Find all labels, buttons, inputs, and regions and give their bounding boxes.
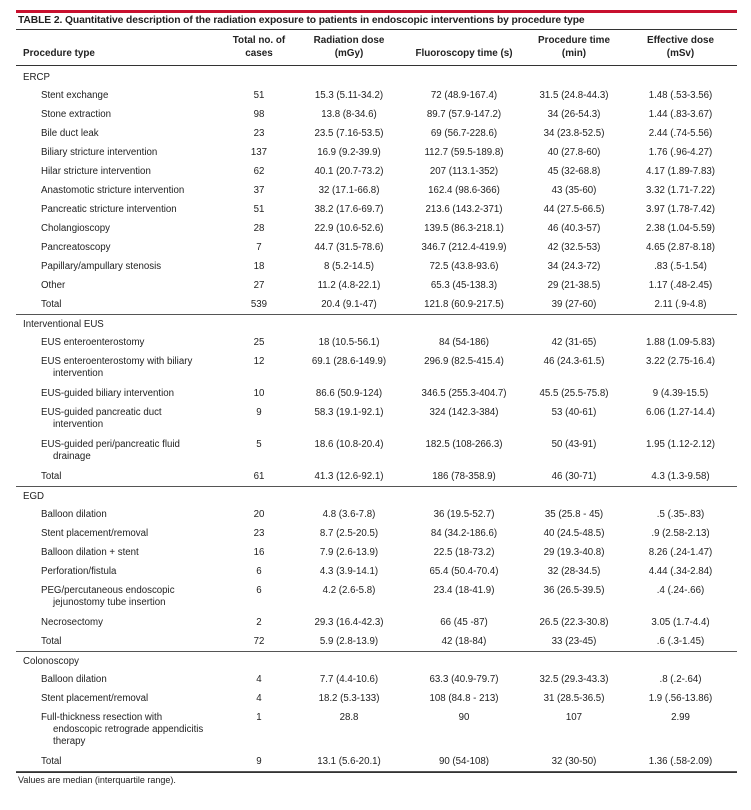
- section-label: ERCP: [23, 71, 50, 83]
- table-row: [16, 505, 737, 524]
- dose-cell: 11.2 (4.8-22.1): [317, 280, 381, 291]
- table-row: [16, 333, 737, 352]
- effective-cell: 9 (4.39-15.5): [652, 388, 709, 399]
- time-cell: 32 (30-50): [524, 752, 624, 772]
- procedure-name: Papillary/ampullary stenosis: [41, 261, 162, 272]
- dose-cell: 18.2 (5.3-133): [318, 693, 380, 704]
- fluoro-cell: 63.3 (40.9-79.7): [429, 674, 499, 685]
- table-row: [16, 689, 737, 708]
- time-cell: 50 (43-91): [551, 439, 597, 450]
- header-time: Procedure time (min): [524, 30, 624, 66]
- section-label: Interventional EUS: [23, 318, 104, 330]
- table-row: [16, 124, 737, 143]
- effective-cell: 1.76 (.96-4.27): [648, 147, 713, 158]
- time-cell: 36 (26.5-39.5): [543, 585, 605, 596]
- cases-cell: 28: [253, 223, 265, 234]
- effective-cell: .8 (.2-.64): [659, 674, 702, 685]
- effective-cell: 8.26 (.24-1.47): [648, 547, 713, 558]
- dose-cell: 15.3 (5.11-34.2): [314, 90, 384, 101]
- dose-cell: 8 (5.2-14.5): [323, 261, 375, 272]
- procedure-name-line: therapy: [53, 736, 86, 747]
- cases-cell: 37: [253, 185, 265, 196]
- cases-cell: 5: [256, 439, 262, 450]
- effective-cell: 1.48 (.53-3.56): [648, 90, 713, 101]
- dose-cell: 20.4 (9.1-47): [294, 295, 404, 315]
- total-row: [16, 752, 737, 772]
- effective-cell: 3.97 (1.78-7.42): [646, 204, 715, 215]
- effective-cell: 4.3 (1.3-9.58): [624, 467, 737, 487]
- cases-cell: 4: [256, 693, 262, 704]
- procedure-name: Perforation/fistula: [41, 566, 117, 577]
- time-cell: 43 (35-60): [551, 185, 597, 196]
- effective-cell: .83 (.5-1.54): [654, 261, 707, 272]
- dose-cell: 5.9 (2.8-13.9): [294, 632, 404, 652]
- fluoro-cell: 139.5 (86.3-218.1): [424, 223, 504, 234]
- time-cell: 42 (32.5-53): [547, 242, 601, 253]
- table-page: [0, 10, 751, 810]
- radiation-table: [16, 30, 737, 772]
- fluoro-cell: 84 (34.2-186.6): [430, 528, 498, 539]
- section-label: Colonoscopy: [23, 655, 80, 667]
- dose-cell: 40.1 (20.7-73.2): [314, 166, 384, 177]
- table-row: [16, 543, 737, 562]
- fluoro-cell: 121.8 (60.9-217.5): [404, 295, 524, 315]
- table-row: [16, 708, 737, 752]
- time-cell: 29 (19.3-40.8): [543, 547, 605, 558]
- dose-cell: 22.9 (10.6-52.6): [314, 223, 384, 234]
- section-header-row: [16, 315, 737, 334]
- procedure-name: Pancreatic stricture intervention: [41, 204, 177, 215]
- time-cell: 29 (21-38.5): [547, 280, 601, 291]
- header-fluoro: Fluoroscopy time (s): [404, 30, 524, 66]
- time-cell: 34 (26-54.3): [547, 109, 601, 120]
- dose-cell: 13.1 (5.6-20.1): [294, 752, 404, 772]
- table-row: [16, 403, 737, 435]
- effective-cell: 6.06 (1.27-14.4): [646, 407, 715, 418]
- procedure-name-line: jejunostomy tube insertion: [53, 597, 166, 608]
- effective-cell: 1.95 (1.12-2.12): [646, 439, 715, 450]
- cases-cell: 20: [253, 509, 265, 520]
- procedure-name: Pancreatoscopy: [41, 242, 111, 253]
- table-caption: TABLE 2. Quantitative description of the radiation exposure to patients in endoscopic interventions by procedure type: [16, 13, 737, 30]
- procedure-name: Total: [16, 295, 224, 315]
- dose-cell: 44.7 (31.5-78.6): [314, 242, 384, 253]
- dose-cell: 4.2 (2.6-5.8): [322, 585, 376, 596]
- cases-cell: 1: [256, 712, 262, 723]
- header-effective: Effective dose (mSv): [624, 30, 737, 66]
- dose-cell: 18 (10.5-56.1): [318, 337, 380, 348]
- cases-cell: 4: [256, 674, 262, 685]
- procedure-name: Total: [16, 632, 224, 652]
- table-row: [16, 219, 737, 238]
- time-cell: 35 (25.8 - 45): [544, 509, 604, 520]
- dose-cell: 18.6 (10.8-20.4): [314, 439, 384, 450]
- procedure-name-line: EUS-guided pancreatic duct: [41, 407, 162, 418]
- table-row: [16, 384, 737, 403]
- dose-cell: 28.8: [339, 712, 359, 723]
- dose-cell: 32 (17.1-66.8): [318, 185, 380, 196]
- fluoro-cell: 112.7 (59.5-189.8): [424, 147, 504, 158]
- time-cell: 33 (23-45): [524, 632, 624, 652]
- time-cell: 26.5 (22.3-30.8): [539, 617, 609, 628]
- table-row: [16, 562, 737, 581]
- fluoro-cell: 22.5 (18-73.2): [433, 547, 495, 558]
- time-cell: 31.5 (24.8-44.3): [539, 90, 609, 101]
- dose-cell: 38.2 (17.6-69.7): [314, 204, 384, 215]
- table-row: [16, 352, 737, 384]
- header-row: [16, 30, 737, 66]
- procedure-name-line: EUS enteroenterostomy with biliary: [41, 356, 193, 367]
- procedure-name: EUS-guided biliary intervention: [41, 388, 175, 399]
- fluoro-cell: 84 (54-186): [438, 337, 490, 348]
- effective-cell: 2.38 (1.04-5.59): [646, 223, 715, 234]
- time-cell: 40 (27.8-60): [547, 147, 601, 158]
- fluoro-cell: 69 (56.7-228.6): [430, 128, 498, 139]
- procedure-name-line: Full-thickness resection with: [41, 712, 163, 723]
- procedure-name: Necrosectomy: [41, 617, 103, 628]
- time-cell: 46 (30-71): [524, 467, 624, 487]
- table-row: [16, 524, 737, 543]
- fluoro-cell: 65.3 (45-138.3): [430, 280, 498, 291]
- table-row: [16, 238, 737, 257]
- procedure-name-line: EUS-guided peri/pancreatic fluid: [41, 439, 180, 450]
- fluoro-cell: 72 (48.9-167.4): [430, 90, 498, 101]
- time-cell: 39 (27-60): [524, 295, 624, 315]
- fluoro-cell: 346.7 (212.4-419.9): [421, 242, 507, 253]
- header-dose: Radiation dose (mGy): [294, 30, 404, 66]
- dose-cell: 7.9 (2.6-13.9): [319, 547, 379, 558]
- effective-cell: 2.99: [671, 712, 690, 723]
- fluoro-cell: 89.7 (57.9-147.2): [426, 109, 502, 120]
- dose-cell: 41.3 (12.6-92.1): [294, 467, 404, 487]
- time-cell: 32.5 (29.3-43.3): [539, 674, 609, 685]
- dose-cell: 8.7 (2.5-20.5): [319, 528, 379, 539]
- fluoro-cell: 346.5 (255.3-404.7): [421, 388, 507, 399]
- time-cell: 31 (28.5-36.5): [543, 693, 605, 704]
- time-cell: 45.5 (25.5-75.8): [539, 388, 609, 399]
- section-header-row: [16, 487, 737, 506]
- fluoro-cell: 42 (18-84): [404, 632, 524, 652]
- table-row: [16, 86, 737, 105]
- time-cell: 34 (23.8-52.5): [543, 128, 605, 139]
- procedure-name: Total: [16, 467, 224, 487]
- fluoro-cell: 207 (113.1-352): [429, 166, 499, 177]
- cases-cell: 6: [256, 585, 262, 596]
- section-header-row: [16, 652, 737, 671]
- procedure-name: [16, 708, 224, 752]
- effective-cell: 1.36 (.58-2.09): [624, 752, 737, 772]
- table-row: [16, 435, 737, 467]
- procedure-name: Balloon dilation + stent: [41, 547, 139, 558]
- fluoro-cell: 296.9 (82.5-415.4): [424, 356, 504, 367]
- table-footnote: Values are median (interquartile range).: [16, 772, 737, 785]
- section-header-row: [16, 66, 737, 87]
- fluoro-cell: 90: [458, 712, 470, 723]
- fluoro-cell: 65.4 (50.4-70.4): [429, 566, 499, 577]
- effective-cell: 2.44 (.74-5.56): [648, 128, 713, 139]
- effective-cell: 1.9 (.56-13.86): [648, 693, 713, 704]
- fluoro-cell: 72.5 (43.8-93.6): [429, 261, 499, 272]
- cases-cell: 12: [253, 356, 265, 367]
- procedure-name: Total: [16, 752, 224, 772]
- section-label: EGD: [23, 490, 44, 502]
- cases-cell: 51: [253, 204, 265, 215]
- cases-cell: 16: [253, 547, 265, 558]
- effective-cell: 3.22 (2.75-16.4): [646, 356, 715, 367]
- procedure-name: [16, 403, 224, 435]
- effective-cell: 3.05 (1.7-4.4): [651, 617, 710, 628]
- table-row: [16, 200, 737, 219]
- fluoro-cell: 324 (142.3-384): [429, 407, 499, 418]
- dose-cell: 4.8 (3.6-7.8): [322, 509, 376, 520]
- effective-cell: 1.88 (1.09-5.83): [646, 337, 715, 348]
- time-cell: 32 (28-34.5): [547, 566, 601, 577]
- procedure-name: Stent placement/removal: [41, 693, 149, 704]
- cases-cell: 9: [256, 407, 262, 418]
- table-row: [16, 257, 737, 276]
- cases-cell: 23: [253, 128, 265, 139]
- cases-cell: 18: [253, 261, 265, 272]
- procedure-name-line: endoscopic retrograde appendicitis: [53, 724, 204, 735]
- dose-cell: 4.3 (3.9-14.1): [319, 566, 379, 577]
- time-cell: 45 (32-68.8): [547, 166, 601, 177]
- procedure-name-line: intervention: [53, 368, 104, 379]
- cases-cell: 6: [256, 566, 262, 577]
- procedure-name: [16, 435, 224, 467]
- total-row: [16, 295, 737, 315]
- table-row: [16, 143, 737, 162]
- cases-cell: 27: [253, 280, 265, 291]
- header-procedure: Procedure type: [16, 30, 224, 66]
- total-row: [16, 632, 737, 652]
- procedure-name: EUS enteroenterostomy: [41, 337, 145, 348]
- dose-cell: 29.3 (16.4-42.3): [314, 617, 384, 628]
- time-cell: 40 (24.5-48.5): [543, 528, 605, 539]
- dose-cell: 58.3 (19.1-92.1): [314, 407, 384, 418]
- dose-cell: 7.7 (4.4-10.6): [319, 674, 379, 685]
- dose-cell: 69.1 (28.6-149.9): [311, 356, 387, 367]
- fluoro-cell: 186 (78-358.9): [404, 467, 524, 487]
- header-cases: Total no. of cases: [224, 30, 294, 66]
- table-row: [16, 276, 737, 295]
- time-cell: 46 (40.3-57): [547, 223, 601, 234]
- procedure-name: [16, 352, 224, 384]
- total-row: [16, 467, 737, 487]
- effective-cell: .9 (2.58-2.13): [651, 528, 710, 539]
- procedure-name: Stent exchange: [41, 90, 109, 101]
- procedure-name: Bile duct leak: [41, 128, 99, 139]
- dose-cell: 23.5 (7.16-53.5): [314, 128, 384, 139]
- cases-cell: 61: [224, 467, 294, 487]
- table-row: [16, 613, 737, 632]
- table-row: [16, 581, 737, 613]
- dose-cell: 86.6 (50.9-124): [315, 388, 383, 399]
- time-cell: 107: [565, 712, 583, 723]
- cases-cell: 72: [224, 632, 294, 652]
- cases-cell: 2: [256, 617, 262, 628]
- table-row: [16, 181, 737, 200]
- time-cell: 46 (24.3-61.5): [543, 356, 605, 367]
- procedure-name: Stone extraction: [41, 109, 112, 120]
- dose-cell: 16.9 (9.2-39.9): [317, 147, 381, 158]
- cases-cell: 98: [253, 109, 265, 120]
- dose-cell: 13.8 (8-34.6): [321, 109, 377, 120]
- effective-cell: .4 (.24-.66): [656, 585, 705, 596]
- cases-cell: 7: [256, 242, 262, 253]
- fluoro-cell: 182.5 (108-266.3): [425, 439, 503, 450]
- cases-cell: 137: [250, 147, 268, 158]
- fluoro-cell: 23.4 (18-41.9): [433, 585, 495, 596]
- effective-cell: .6 (.3-1.45): [624, 632, 737, 652]
- procedure-name: Cholangioscopy: [41, 223, 110, 234]
- fluoro-cell: 108 (84.8 - 213): [429, 693, 499, 704]
- cases-cell: 23: [253, 528, 265, 539]
- cases-cell: 9: [224, 752, 294, 772]
- cases-cell: 10: [253, 388, 265, 399]
- procedure-name: Hilar stricture intervention: [41, 166, 151, 177]
- table-row: [16, 105, 737, 124]
- fluoro-cell: 36 (19.5-52.7): [433, 509, 495, 520]
- cases-cell: 51: [253, 90, 265, 101]
- procedure-name-line: intervention: [53, 419, 104, 430]
- time-cell: 44 (27.5-66.5): [543, 204, 605, 215]
- cases-cell: 25: [253, 337, 265, 348]
- procedure-name: Other: [41, 280, 66, 291]
- cases-cell: 539: [224, 295, 294, 315]
- table-body: [16, 66, 737, 772]
- effective-cell: 4.44 (.34-2.84): [648, 566, 713, 577]
- table-row: [16, 670, 737, 689]
- effective-cell: 2.11 (.9-4.8): [624, 295, 737, 315]
- effective-cell: 4.65 (2.87-8.18): [646, 242, 715, 253]
- effective-cell: 3.32 (1.71-7.22): [646, 185, 715, 196]
- table-row: [16, 162, 737, 181]
- procedure-name-line: PEG/percutaneous endoscopic: [41, 585, 175, 596]
- procedure-name: Anastomotic stricture intervention: [41, 185, 185, 196]
- cases-cell: 62: [253, 166, 265, 177]
- effective-cell: 1.17 (.48-2.45): [648, 280, 713, 291]
- procedure-name: Stent placement/removal: [41, 528, 149, 539]
- procedure-name: Biliary stricture intervention: [41, 147, 158, 158]
- effective-cell: .5 (.35-.83): [656, 509, 705, 520]
- procedure-name: Balloon dilation: [41, 674, 107, 685]
- fluoro-cell: 90 (54-108): [404, 752, 524, 772]
- fluoro-cell: 213.6 (143.2-371): [425, 204, 503, 215]
- procedure-name-line: drainage: [53, 451, 91, 462]
- time-cell: 42 (31-65): [551, 337, 597, 348]
- time-cell: 53 (40-61): [551, 407, 597, 418]
- fluoro-cell: 162.4 (98.6-366): [428, 185, 500, 196]
- time-cell: 34 (24.3-72): [547, 261, 601, 272]
- procedure-name: Balloon dilation: [41, 509, 107, 520]
- procedure-name: [16, 581, 224, 613]
- effective-cell: 4.17 (1.89-7.83): [646, 166, 715, 177]
- fluoro-cell: 66 (45 -87): [440, 617, 488, 628]
- effective-cell: 1.44 (.83-3.67): [648, 109, 713, 120]
